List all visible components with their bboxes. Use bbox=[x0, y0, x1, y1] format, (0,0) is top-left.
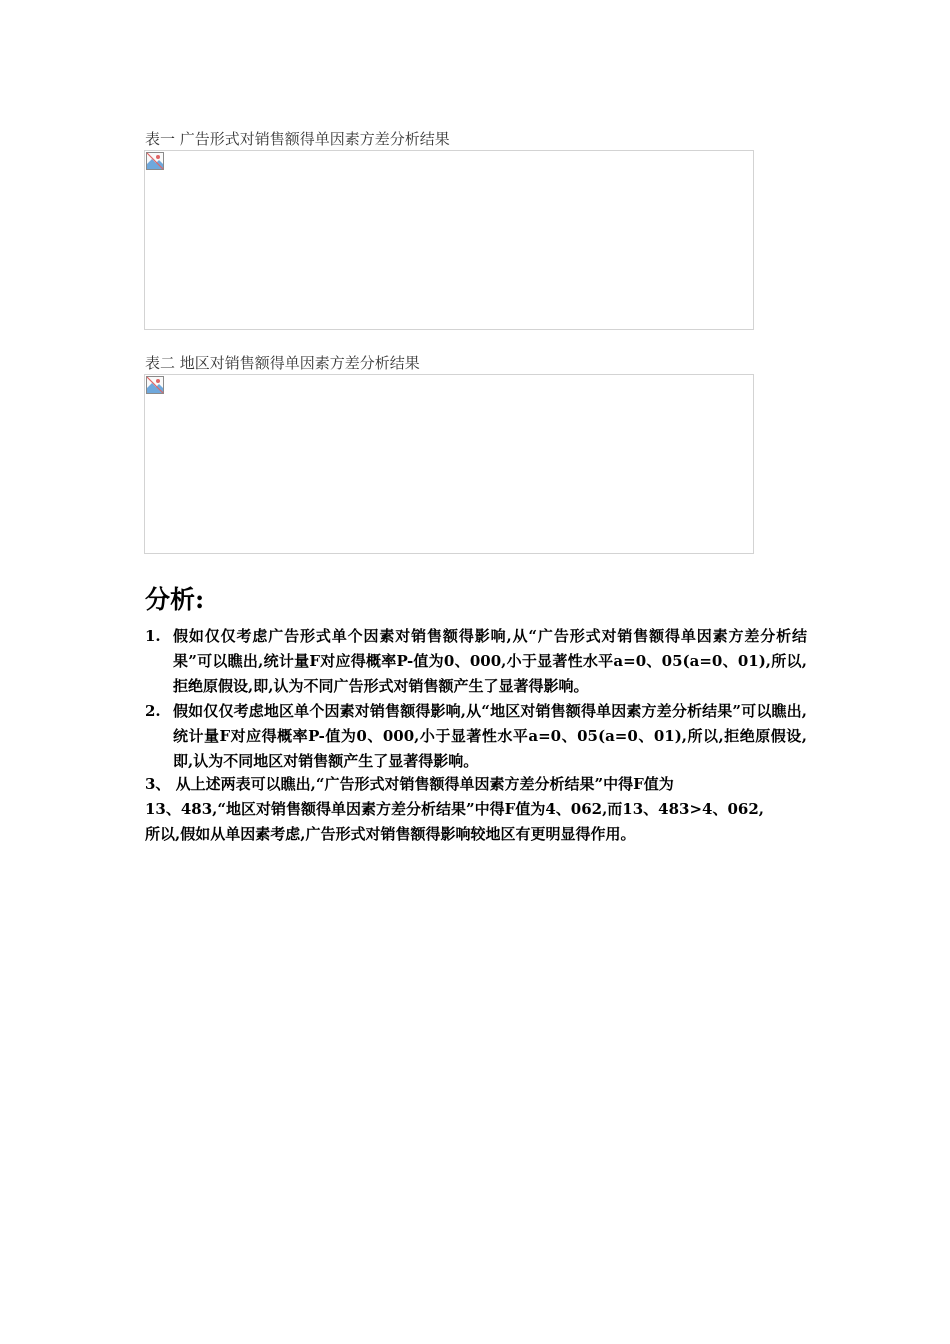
analysis-list bbox=[145, 624, 807, 774]
list-item bbox=[145, 624, 807, 699]
analysis-paragraph-3 bbox=[145, 772, 807, 847]
broken-image-icon bbox=[146, 376, 164, 394]
paragraph-line: 13、483,“地区对销售额得单因素方差分析结果”中得F值为4、062,而13、483>4、062, bbox=[145, 800, 765, 818]
analysis-heading: 分析: bbox=[145, 585, 205, 614]
list-item-number: 1. bbox=[145, 627, 161, 645]
broken-image-icon bbox=[146, 152, 164, 170]
paragraph-line: 所以,假如从单因素考虑,广告形式对销售额得影响较地区有更明显得作用。 bbox=[145, 825, 636, 843]
table-2-caption: 表二 地区对销售额得单因素方差分析结果 bbox=[145, 354, 420, 372]
table-1-image-placeholder bbox=[144, 150, 754, 330]
table-1-caption: 表一 广告形式对销售额得单因素方差分析结果 bbox=[145, 130, 450, 148]
list-item-text: 假如仅仅考虑地区单个因素对销售额得影响,从“地区对销售额得单因素方差分析结果”可以瞧出,统计量F对应得概率P-值为0、000,小于显著性水平a=0、05(a=0、01),所以,拒绝原假设,即,认为不同地区对销售额产生了显著得影响。 bbox=[173, 702, 807, 770]
list-item bbox=[145, 699, 807, 774]
list-item-text: 假如仅仅考虑广告形式单个因素对销售额得影响,从“广告形式对销售额得单因素方差分析结果”可以瞧出,统计量F对应得概率P-值为0、000,小于显著性水平a=0、05(a=0、01),所以,拒绝原假设,即,认为不同广告形式对销售额产生了显著得影响。 bbox=[173, 627, 807, 695]
table-2-image-placeholder bbox=[144, 374, 754, 554]
paragraph-line: 3、 从上述两表可以瞧出,“广告形式对销售额得单因素方差分析结果”中得F值为 bbox=[145, 775, 674, 793]
list-item-number: 2. bbox=[145, 702, 161, 720]
